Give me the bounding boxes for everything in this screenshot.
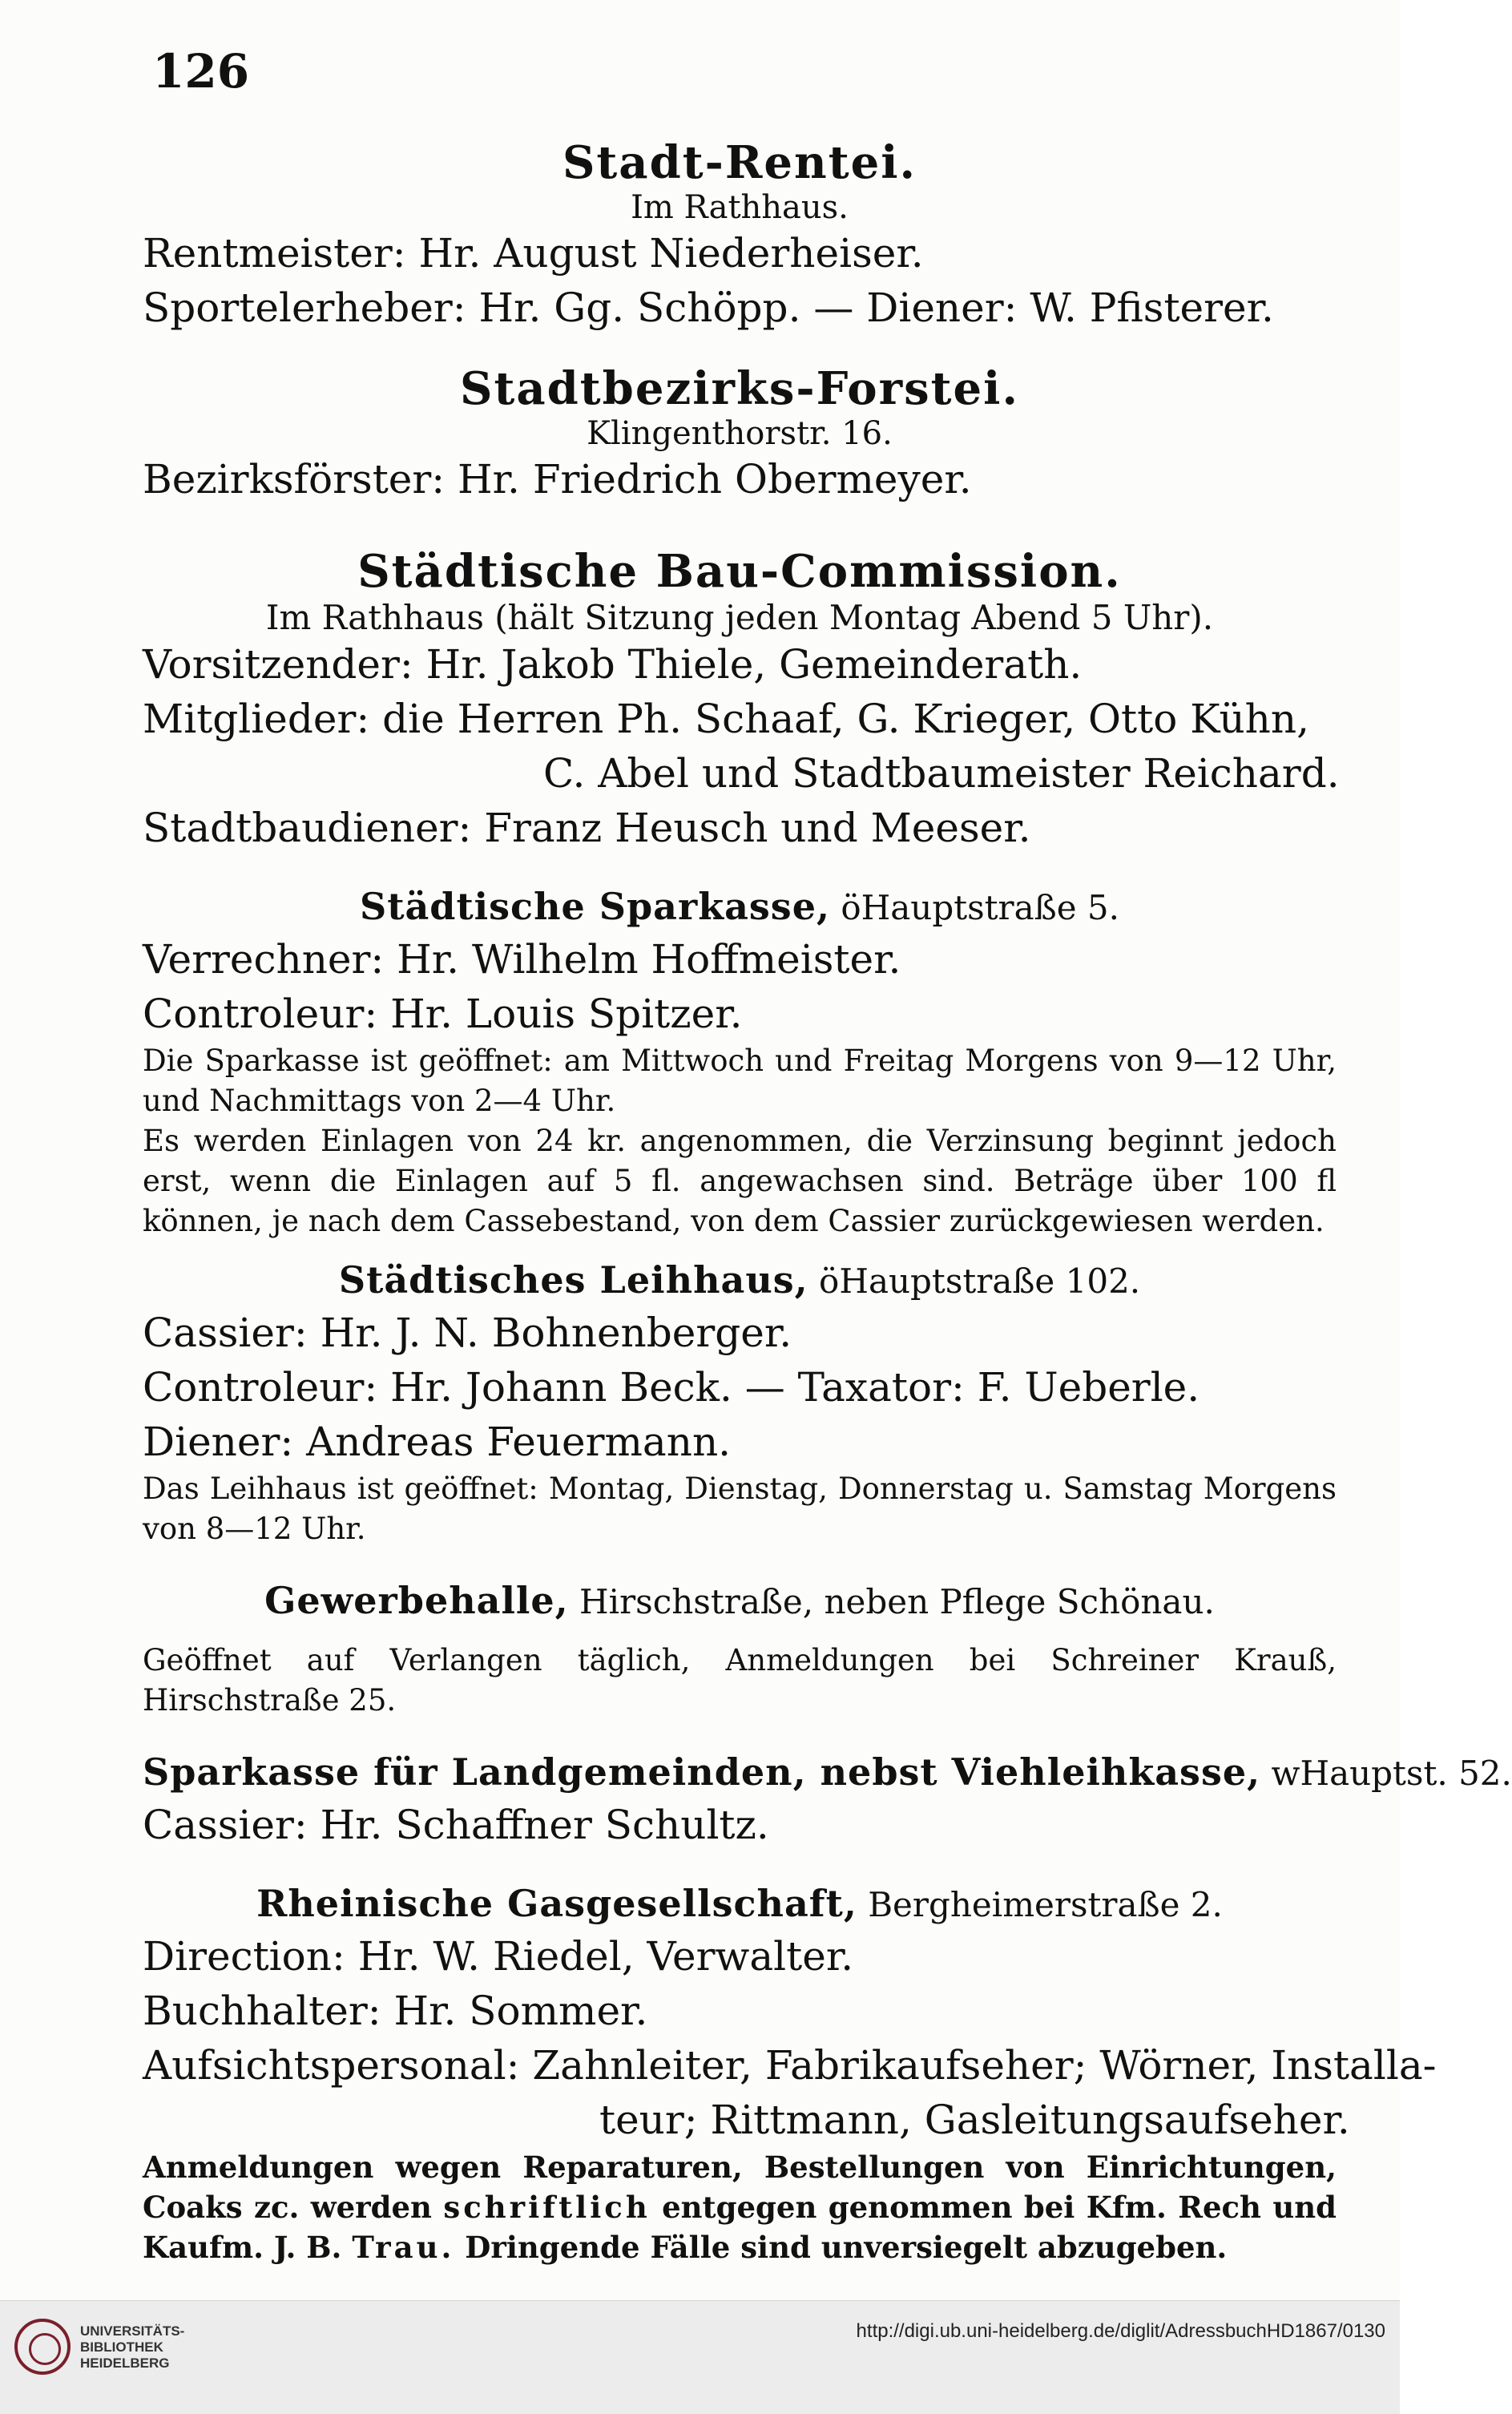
section-address: wHauptst. 52. [1271,1754,1512,1793]
library-logo-icon [14,2319,71,2375]
section-gasgesellschaft [143,1879,1437,2267]
entry-line: Buchhalter: Hr. Sommer. [143,1988,648,2034]
section-bau-commission [143,545,1340,855]
section-address: öHauptstraße 5. [841,888,1119,927]
section-title-line [143,1256,1337,1306]
viewer-footer [0,2300,1400,2414]
entry-line: Bezirksförster: Hr. Friedrich Obermeyer. [143,456,972,503]
section-location: Im Rathhaus (hält Sitzung jeden Montag Abend 5 Uhr). [265,598,1214,637]
section-location: Im Rathhaus. [631,189,849,226]
entry-line: Controleur: Hr. Louis Spitzer. [143,991,743,1037]
entry-line: Rentmeister: Hr. August Niederheiser. [143,230,924,277]
entry-line: Stadtbaudiener: Franz Heusch und Meeser. [143,805,1031,851]
section-title-line [143,1879,1337,1929]
note-emphasis: Trau. [352,2230,455,2265]
entry-line: Verrechner: Hr. Wilhelm Hoffmeister. [143,936,901,983]
note-part: Anmeldungen wegen Reparaturen, Bestellungen von Einrichtungen, Coaks zc. werden [143,2150,1337,2225]
entry-line: Diener: Andreas Feuermann. [143,1419,732,1465]
entry-line: Mitglieder: die Herren Ph. Schaaf, G. Krieger, Otto Kühn, [143,696,1309,742]
section-gewerbehalle [143,1576,1337,1721]
section-title-line [143,882,1337,932]
section-sparkasse [143,882,1337,1241]
section-stadt-rentei [143,136,1337,335]
section-title: Städtische Sparkasse, [360,885,830,928]
entry-line: Direction: Hr. W. Riedel, Verwalter. [143,1933,854,1980]
note-text: Die Sparkasse ist geöffnet: am Mittwoch und Freitag Morgens von 9—12 Uhr, und Nachmittags von 2—4 Uhr. [143,1044,1337,1118]
library-name[interactable]: UNIVERSITÄTS- BIBLIOTHEK HEIDELBERG [80,2323,185,2371]
section-title: Sparkasse für Landgemeinden, nebst Viehleihkasse, [143,1750,1261,1794]
source-url-link[interactable]: http://digi.ub.uni-heidelberg.de/diglit/AdressbuchHD1867/0130 [856,2320,1385,2342]
note-text [143,2147,1337,2267]
section-address: Hirschstraße, neben Pflege Schönau. [579,1582,1215,1621]
entry-line: C. Abel und Stadtbaumeister Reichard. [543,750,1340,797]
entry-line: Aufsichtspersonal: Zahnleiter, Fabrikaufseher; Wörner, Installa- [143,2042,1437,2089]
note-part: Dringende Fälle sind unversiegelt abzugeben. [465,2230,1228,2265]
note-text: Es werden Einlagen von 24 kr. angenommen, die Verzinsung beginnt jedoch erst, wenn die Einlagen auf 5 fl. angewachsen sind. Beträge über 100 fl können, je nach dem Cassebestand, von dem Cassier zurückgewiesen werden. [143,1124,1337,1238]
page-number: 126 [152,44,250,99]
section-location: Klingenthorstr. 16. [587,415,893,452]
entry-line: Controleur: Hr. Johann Beck. — Taxator: F. Ueberle. [143,1364,1200,1411]
entry-line: Cassier: Hr. Schaffner Schultz. [143,1802,769,1848]
note-text: Geöffnet auf Verlangen täglich, Anmeldungen bei Schreiner Krauß, Hirschstraße 25. [143,1643,1337,1718]
section-landgemeinden [143,1748,1512,1852]
section-title: Stadtbezirks-Forstei. [460,362,1019,415]
entry-line: Cassier: Hr. J. N. Bohnenberger. [143,1310,792,1356]
section-title: Gewerbehalle, [264,1579,569,1622]
note-text: Das Leihhaus ist geöffnet: Montag, Dienstag, Donnerstag u. Samstag Morgens von 8—12 Uhr. [143,1471,1337,1546]
section-title: Städtisches Leihhaus, [338,1258,808,1302]
section-title: Rheinische Gasgesellschaft, [256,1882,857,1925]
entry-line: teur; Rittmann, Gasleitungsaufseher. [599,2097,1350,2143]
section-title-line [143,1576,1337,1626]
note-emphasis: schriftlich [443,2190,651,2225]
section-forstei [143,362,1337,507]
section-title-line [143,1748,1512,1798]
section-leihhaus [143,1256,1337,1549]
section-title: Stadt-Rentei. [562,136,917,189]
section-title: Städtische Bau-Commission. [357,545,1122,598]
note-part: entgegen genommen bei Kfm. Rech und Kaufm. J. B. [143,2190,1337,2265]
section-address: öHauptstraße 102. [819,1261,1141,1301]
entry-line: Sportelerheber: Hr. Gg. Schöpp. — Diener: W. Pfisterer. [143,285,1274,331]
entry-line: Vorsitzender: Hr. Jakob Thiele, Gemeinderath. [143,641,1083,688]
section-address: Bergheimerstraße 2. [868,1885,1223,1924]
page-content [143,136,1512,2267]
